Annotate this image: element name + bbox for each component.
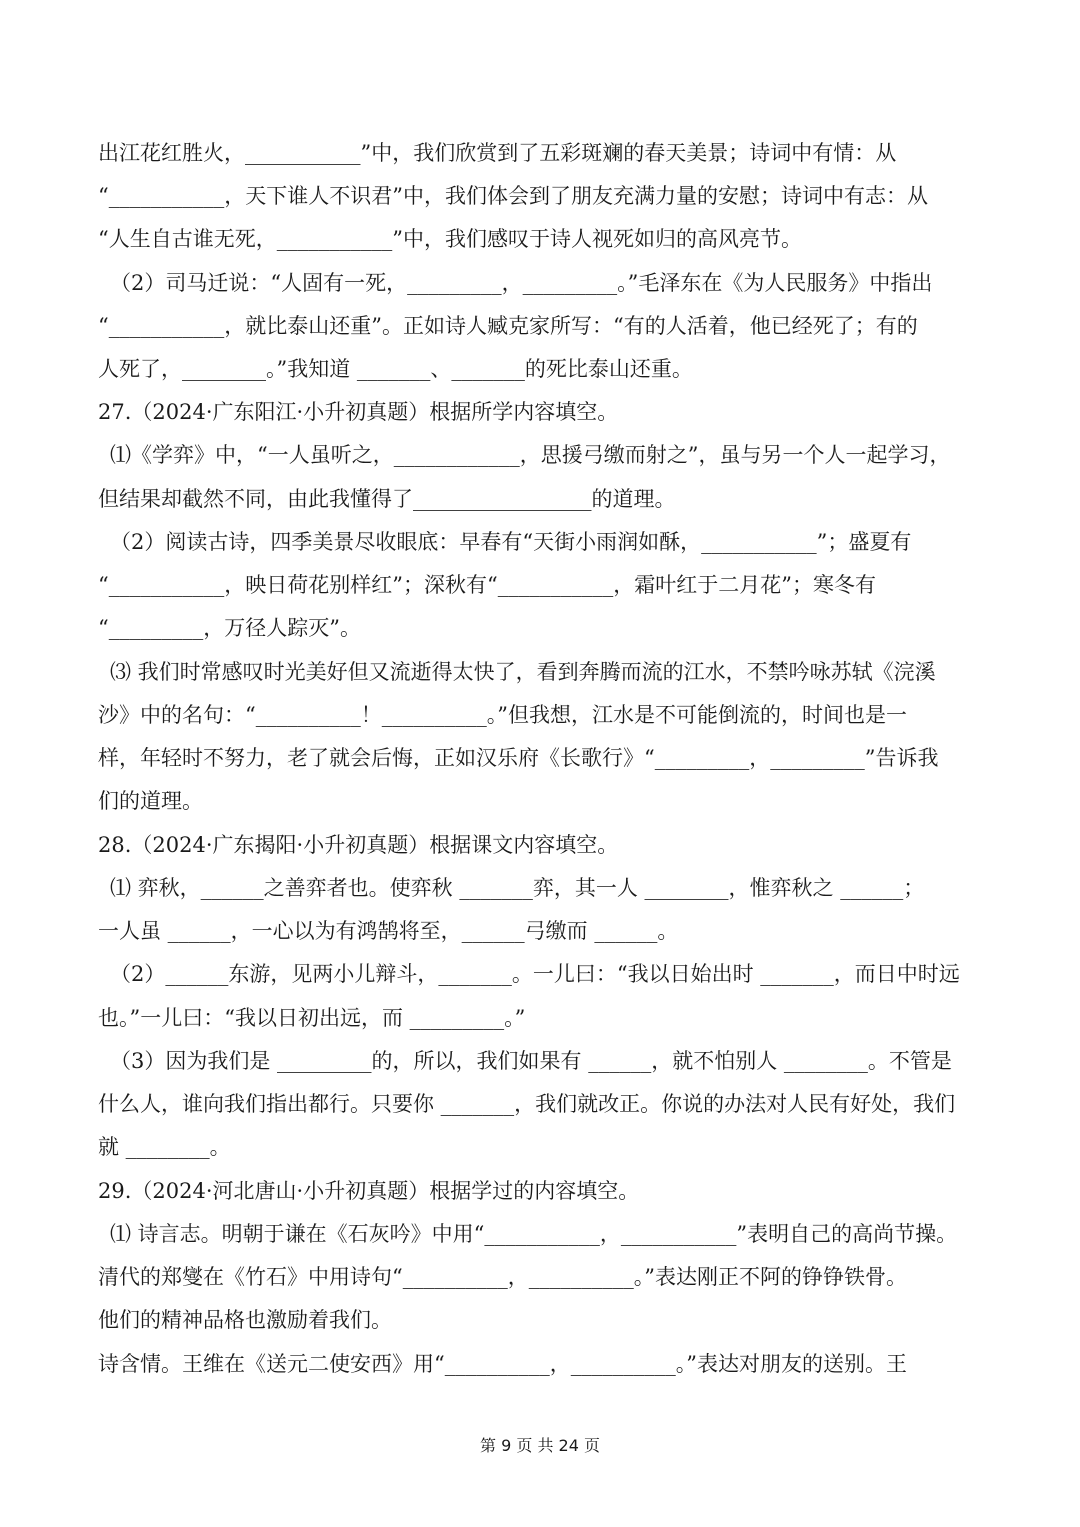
- text-line: 就 ________。: [98, 1135, 231, 1159]
- question-heading: 29.（2024·河北唐山·小升初真题）根据学过的内容填空。: [98, 1179, 640, 1203]
- text-line: “___________，天下谁人不识君”中，我们体会到了朋友充满力量的安慰；诗词中有志：从: [98, 184, 928, 208]
- text-line: ⑴《学弈》中，“一人虽听之，____________，思援弓缴而射之”，虽与另一个人一起学习，: [110, 443, 951, 467]
- text-line: 清代的郑燮在《竹石》中用诗句“__________，__________。”表达刚正不阿的铮铮铁骨。: [98, 1265, 907, 1289]
- question-heading: 27.（2024·广东阳江·小升初真题）根据所学内容填空。: [98, 400, 619, 424]
- text-line: “_________，万径人踪灭”。: [98, 616, 361, 640]
- page-footer: 第 9 页 共 24 页: [480, 1436, 600, 1455]
- text-line: “人生自古谁无死，___________”中，我们感叹于诗人视死如归的高风亮节。: [98, 227, 802, 251]
- text-line: 但结果却截然不同，由此我懂得了_________________的道理。: [98, 487, 676, 511]
- text-line: 他们的精神品格也激励着我们。: [98, 1308, 392, 1332]
- text-line: 出江花红胜火，___________”中，我们欣赏到了五彩斑斓的春天美景；诗词中有情：从: [98, 141, 897, 165]
- text-line: “___________，就比泰山还重”。正如诗人臧克家所写：“有的人活着，他已经死了；有的: [98, 314, 918, 338]
- text-line: 什么人，谁向我们指出都行。只要你 _______，我们就改正。你说的办法对人民有好处，我们: [98, 1092, 956, 1116]
- question-heading: 28.（2024·广东揭阳·小升初真题）根据课文内容填空。: [98, 833, 619, 857]
- text-line: 一人虽 ______，一心以为有鸿鹄将至，______弓缴而 ______。: [98, 919, 679, 943]
- text-line: （2）司马迁说：“人固有一死，_________，_________。”毛泽东在《为人民服务》中指出: [110, 271, 933, 295]
- text-line: （2）______东游，见两小儿辩斗，_______。一儿曰：“我以日始出时 _______，而日中时远: [110, 962, 960, 986]
- text-line: 人死了，________。”我知道 _______、_______的死比泰山还重。: [98, 357, 693, 381]
- text-line: 也。”一儿曰：“我以日初出远，而 _________。”: [98, 1006, 526, 1030]
- text-line: “___________，映日荷花别样红”；深秋有“___________，霜叶红于二月花”；寒冬有: [98, 573, 876, 597]
- text-line: 沙》中的名句：“__________！__________。”但我想，江水是不可能倒流的，时间也是一: [98, 703, 907, 727]
- text-line: （2）阅读古诗，四季美景尽收眼底：早春有“天街小雨润如酥，___________”；盛夏有: [110, 530, 912, 554]
- text-line: ⑴ 弈秋，______之善弈者也。使弈秋 _______弈，其一人 ________，惟弈秋之 ______；: [110, 876, 925, 900]
- text-line: ⑶ 我们时常感叹时光美好但又流逝得太快了，看到奔腾而流的江水，不禁吟咏苏轼《浣溪: [110, 660, 936, 684]
- text-line: 诗含情。王维在《送元二使安西》用“__________，__________。”表达对朋友的送别。王: [98, 1352, 907, 1376]
- text-line: 们的道理。: [98, 789, 203, 813]
- text-line: （3）因为我们是 _________的，所以，我们如果有 ______，就不怕别人 ________。不管是: [110, 1049, 952, 1073]
- text-line: 样，年轻时不努力，老了就会后悔，正如汉乐府《长歌行》“_________，_________”告诉我: [98, 746, 939, 770]
- text-line: ⑴ 诗言志。明朝于谦在《石灰吟》中用“___________，___________”表明自己的高尚节操。: [110, 1222, 958, 1246]
